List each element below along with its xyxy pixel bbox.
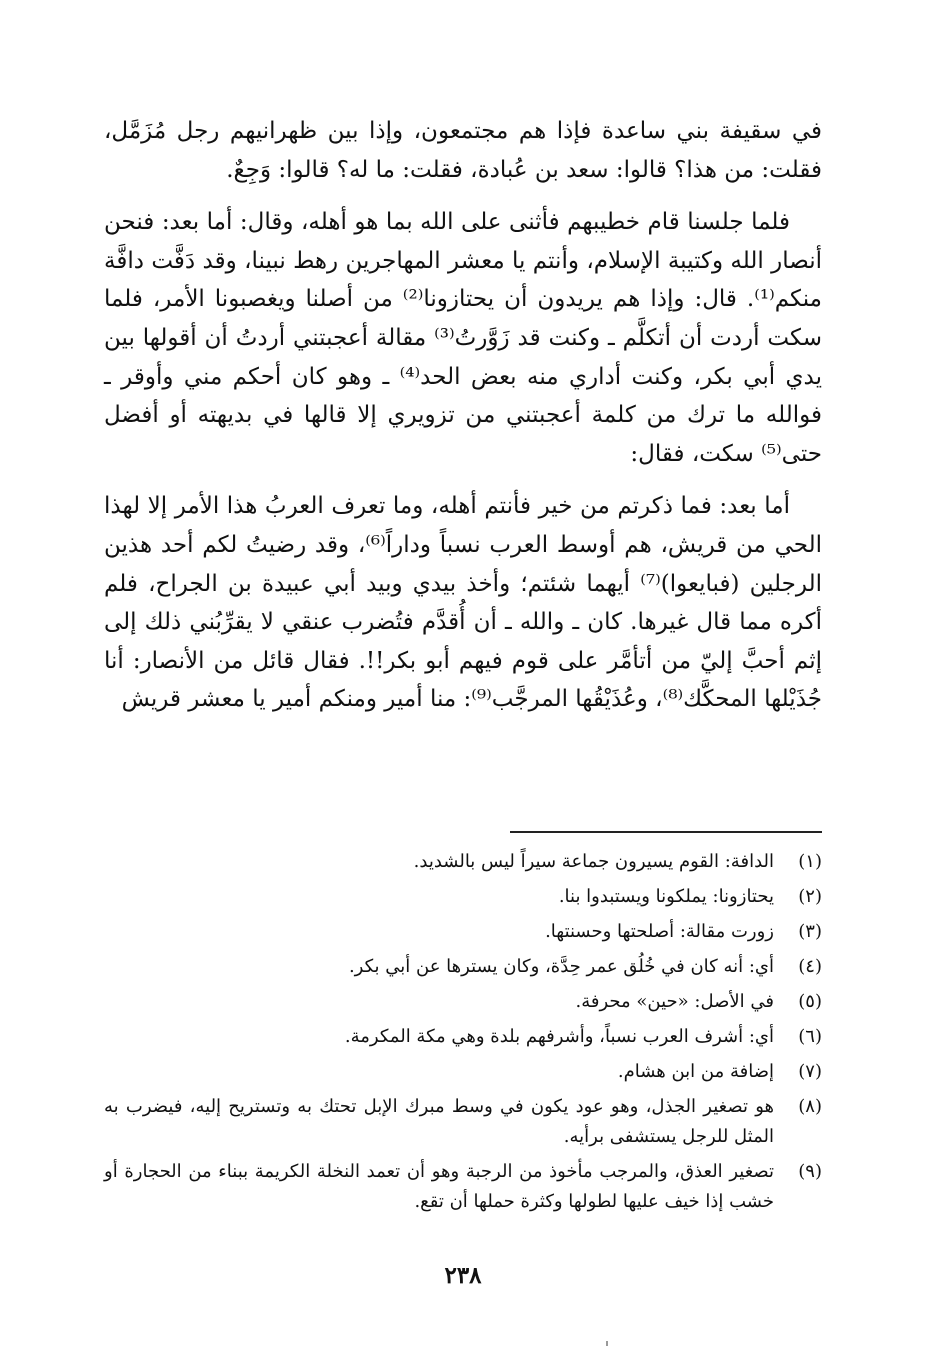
footnote-number: (٢) — [798, 886, 822, 907]
footnote-text: أي: أشرف العرب نسباً، وأشرفهم بلدة وهي مكة المكرمة. — [344, 1026, 774, 1047]
footnote-item — [104, 882, 822, 912]
footnote-text: يحتازونا: يملكونا ويستبدوا بنا. — [558, 886, 774, 907]
footnote-text: أي: أنه كان في خُلُق عمر حِدَّة، وكان يسترها عن أبي بكر. — [348, 956, 774, 977]
footnote-item — [104, 1022, 822, 1052]
footnote-number: (٥) — [798, 991, 822, 1012]
footnote-separator-rule — [510, 831, 822, 833]
footnote-text: إضافة من ابن هشام. — [617, 1061, 774, 1082]
footnote-item — [104, 917, 822, 947]
body-paragraph: أما بعد: فما ذكرتم من خير فأنتم أهله، وما تعرف العربُ هذا الأمر إلا لهذا الحي من قريش، هم أوسط العرب نسباً وداراً⁽⁶⁾، وقد رضيتُ لكم أحد هذين الرجلين (فبايعوا)⁽⁷⁾ أيهما شئتم؛ وأخذ بيدي وبيد أبي عبيدة بن الجراح، فلم أكره مما قال غيرها. كان ـ والله ـ أن أُقدَّم فتُضرب عنقي لا يقرِّبُني ذلك إلى إثم أحبَّ إليّ من أتأمَّر على قوم فيهم أبو بكر!!. فقال قائل من الأنصار: أنا جُذَيْلها المحكَّك⁽⁸⁾، وعُذَيْقُها المرجَّب⁽⁹⁾: منا أمير ومنكم أمير يا معشر قريش — [104, 493, 822, 713]
footnote-text: هو تصغير الجذل، وهو عود يكون في وسط مبرك الإبل تحتك به وتستريح إليه، فيضرب به المثل للرجل يستشفى برأيه. — [104, 1096, 774, 1147]
footnote-number: (١) — [798, 851, 822, 872]
footnote-text: في الأصل: «حين» محرفة. — [575, 991, 774, 1012]
body-paragraph: في سقيفة بني ساعدة فإذا هم مجتمعون، وإذا بين ظهرانيهم رجل مُزَمَّل، فقلت: من هذا؟ قالوا: سعد بن عُبادة، فقلت: ما له؟ قالوا: وَجِعٌ. — [104, 118, 822, 183]
body-paragraph: فلما جلسنا قام خطيبهم فأثنى على الله بما هو أهله، وقال: أما بعد: فنحن أنصار الله وكتيبة الإسلام، وأنتم يا معشر المهاجرين رهط نبينا، وقد دَفَّت دافَّة منكم⁽¹⁾. قال: وإذا هم يريدون أن يحتازونا⁽²⁾ من أصلنا ويغصبونا الأمر، فلما سكت أردت أن أتكلَّم ـ وكنت قد زَوَّرتُ⁽³⁾ مقالة أعجبتني أردتُ أن أقولها بين يدي أبي بكر، وكنت أداري منه بعض الحد⁽⁴⁾ ـ وهو كان أحكم مني وأوقر ـ فوالله ما ترك من كلمة أعجبتني من تزويري إلا قالها في بديهته أو أفضل حتى⁽⁵⁾ سكت، فقال: — [104, 209, 822, 467]
page-number: ٢٣٨ — [444, 1262, 482, 1289]
footnote-number: (٨) — [798, 1096, 822, 1117]
scan-artifact-mark — [606, 1341, 608, 1346]
footnote-number: (٩) — [798, 1161, 822, 1182]
footnote-number: (٦) — [798, 1026, 822, 1047]
footnote-text: الدافة: القوم يسيرون جماعة سيراً ليس بالشديد. — [413, 851, 774, 872]
footnote-item — [104, 1092, 822, 1152]
footnote-item — [104, 952, 822, 982]
footnote-text: تصغير العذق، والمرجب مأخوذ من الرجبة وهو أن تعمد النخلة الكريمة ببناء من الحجارة أو خشب إذا خيف عليها لطولها وكثرة حملها أن تقع. — [104, 1161, 774, 1212]
footnotes-list — [104, 847, 822, 1222]
footnote-number: (٣) — [798, 921, 822, 942]
main-text-body — [104, 112, 822, 719]
footnote-item — [104, 847, 822, 877]
footnote-text: زورت مقالة: أصلحتها وحسنتها. — [545, 921, 774, 942]
footnote-item — [104, 1157, 822, 1217]
footnote-number: (٧) — [798, 1061, 822, 1082]
footnote-item — [104, 1057, 822, 1087]
footnote-number: (٤) — [798, 956, 822, 977]
footnote-item — [104, 987, 822, 1017]
